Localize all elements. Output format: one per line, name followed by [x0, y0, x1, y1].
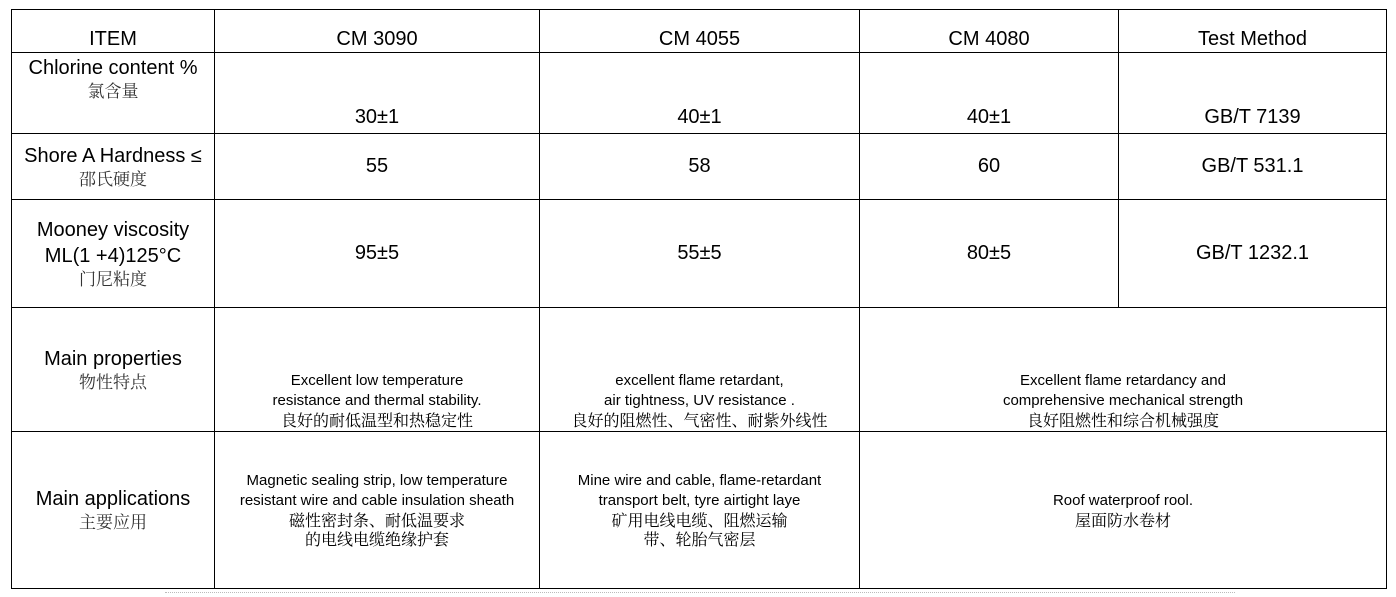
label-mooney-zh: 门尼粘度	[79, 269, 147, 290]
label-applications-zh: 主要应用	[79, 513, 147, 533]
applications-cm3090	[215, 432, 540, 589]
applications-cm4055	[540, 432, 860, 589]
label-mooney-en2: ML(1 +4)125°C	[44, 244, 182, 267]
label-hardness-en: Shore A Hardness ≤	[24, 144, 202, 167]
applications-cm4080	[860, 432, 1387, 589]
applications-cm4080-zh: 屋面防水卷材	[1074, 510, 1171, 530]
label-hardness	[12, 134, 215, 200]
hardness-cm3090: 55	[215, 134, 540, 200]
properties-cm3090-line2: resistance and thermal stability.	[272, 392, 482, 409]
label-chlorine	[12, 53, 215, 134]
mooney-method: GB/T 1232.1	[1119, 200, 1387, 308]
applications-cm4080-line1: Roof waterproof rool.	[1052, 491, 1194, 509]
label-applications	[12, 432, 215, 589]
applications-cm3090-line2: resistant wire and cable insulation sheath	[239, 492, 515, 509]
properties-cm3090-zh: 良好的耐低温型和热稳定性	[280, 411, 473, 430]
label-mooney-en1: Mooney viscosity	[36, 218, 190, 241]
properties-cm3090-line1: Excellent low temperature	[290, 372, 464, 389]
hardness-cm4055: 58	[540, 134, 860, 200]
spec-table	[11, 9, 1387, 589]
chlorine-cm4080: 40±1	[860, 53, 1119, 134]
label-chlorine-en: Chlorine content %	[28, 57, 198, 79]
properties-cm4080-line1: Excellent flame retardancy and	[1020, 372, 1226, 389]
row-hardness	[12, 134, 1387, 200]
row-properties	[12, 308, 1387, 432]
label-hardness-zh: 邵氏硬度	[79, 169, 147, 190]
label-chlorine-zh: 氯含量	[87, 82, 139, 102]
label-properties	[12, 308, 215, 432]
label-properties-zh: 物性特点	[79, 372, 147, 393]
properties-cm4055-line2: air tightness, UV resistance .	[604, 392, 795, 409]
page-break-divider	[165, 592, 1235, 593]
chlorine-method: GB/T 7139	[1119, 53, 1387, 134]
applications-cm4055-zh1: 矿用电线电缆、阻燃运输	[611, 511, 788, 530]
header-cm4055: CM 4055	[540, 10, 860, 53]
applications-cm3090-line1: Magnetic sealing strip, low temperature	[246, 472, 508, 489]
properties-cm4080-line2: comprehensive mechanical strength	[1002, 392, 1244, 409]
mooney-cm4055: 55±5	[540, 200, 860, 308]
row-mooney	[12, 200, 1387, 308]
header-cm3090: CM 3090	[215, 10, 540, 53]
row-chlorine	[12, 53, 1387, 134]
mooney-cm3090: 95±5	[215, 200, 540, 308]
label-applications-en: Main applications	[35, 488, 191, 510]
applications-cm4055-line1: Mine wire and cable, flame-retardant	[577, 472, 822, 489]
applications-cm3090-zh2: 的电线电缆绝缘护套	[304, 530, 449, 549]
header-row	[12, 10, 1387, 53]
row-applications	[12, 432, 1387, 589]
label-properties-en: Main properties	[44, 347, 182, 370]
properties-cm4055-line1: excellent flame retardant,	[615, 372, 784, 389]
applications-cm4055-line2: transport belt, tyre airtight laye	[598, 492, 801, 509]
chlorine-cm4055: 40±1	[540, 53, 860, 134]
properties-cm4055-zh: 良好的阻燃性、气密性、耐紫外线性	[571, 411, 828, 430]
hardness-method: GB/T 531.1	[1119, 134, 1387, 200]
properties-cm3090	[215, 308, 540, 432]
header-cm4080: CM 4080	[860, 10, 1119, 53]
properties-cm4080	[860, 308, 1387, 432]
label-mooney	[12, 200, 215, 308]
header-test-method: Test Method	[1119, 10, 1387, 53]
applications-cm4055-zh2: 带、轮胎气密层	[643, 530, 756, 549]
mooney-cm4080: 80±5	[860, 200, 1119, 308]
header-item: ITEM	[12, 10, 215, 53]
properties-cm4080-zh: 良好阻燃性和综合机械强度	[1026, 411, 1219, 430]
chlorine-cm3090: 30±1	[215, 53, 540, 134]
hardness-cm4080: 60	[860, 134, 1119, 200]
properties-cm4055	[540, 308, 860, 432]
applications-cm3090-zh1: 磁性密封条、耐低温要求	[288, 511, 465, 530]
